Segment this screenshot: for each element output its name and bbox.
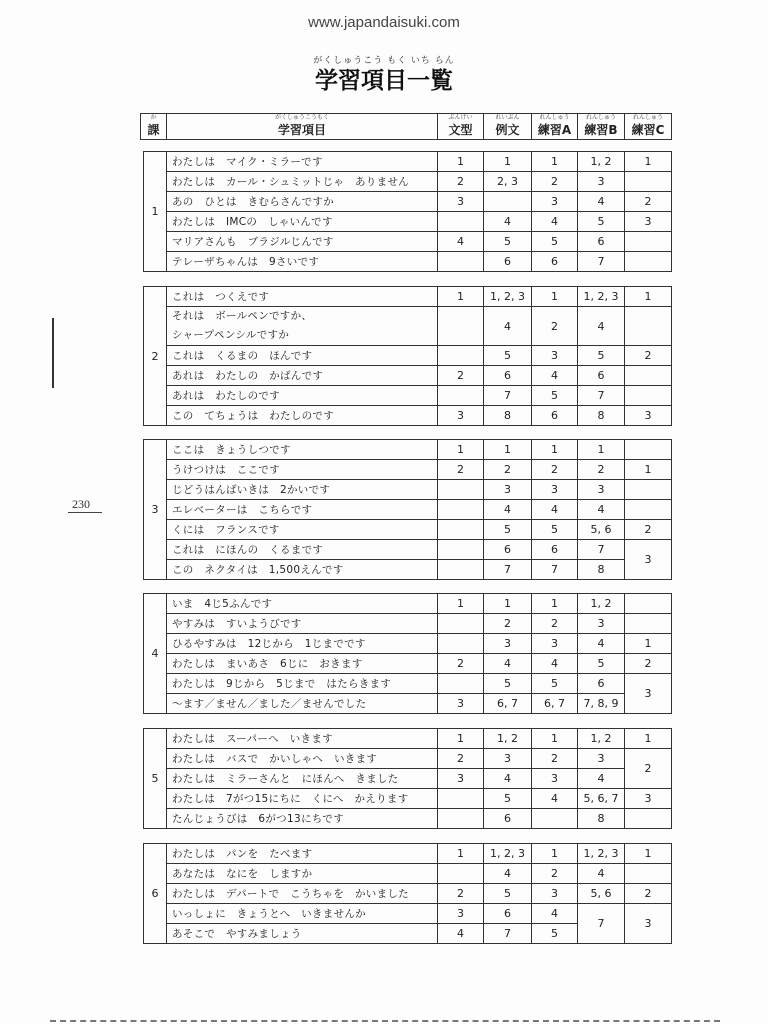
lesson-table-5 [143, 728, 672, 829]
example-cell: 7 [484, 924, 532, 944]
margin-mark [52, 318, 54, 388]
table-row [144, 520, 672, 540]
table-row [144, 460, 672, 480]
ex-a-cell: 4 [532, 212, 578, 232]
ex-c-cell: 3 [625, 212, 672, 232]
ex-b-cell: 7 [578, 540, 625, 560]
pattern-cell: 1 [438, 440, 484, 460]
ex-a-cell: 5 [532, 386, 578, 406]
header-ex-a: れんしゅう 練習A [532, 114, 578, 140]
header-lesson: か 課 [141, 114, 167, 140]
pattern-cell: 2 [438, 749, 484, 769]
ex-a-cell: 2 [532, 460, 578, 480]
example-cell: 2, 3 [484, 172, 532, 192]
example-cell: 5 [484, 346, 532, 366]
example-cell: 1 [484, 440, 532, 460]
table-row [144, 540, 672, 560]
page-number-rule [68, 512, 102, 513]
pattern-cell: 3 [438, 192, 484, 212]
example-cell: 3 [484, 480, 532, 500]
pattern-cell [438, 674, 484, 694]
learning-item: わたしは デパートで こうちゃを かいました [167, 884, 438, 904]
ex-c-cell: 2 [625, 346, 672, 366]
table-row [144, 440, 672, 460]
example-cell: 6 [484, 904, 532, 924]
pattern-cell [438, 560, 484, 580]
ex-a-cell: 4 [532, 904, 578, 924]
learning-item: テレーザちゃんは 9さいです [167, 252, 438, 272]
ex-c-cell: 1 [625, 729, 672, 749]
table-row [144, 500, 672, 520]
ex-a-cell: 4 [532, 654, 578, 674]
table-row [144, 366, 672, 386]
learning-item: これは つくえです [167, 287, 438, 307]
ex-a-cell: 3 [532, 346, 578, 366]
table-row [144, 252, 672, 272]
learning-item: 〜ます／ません／ました／ませんでした [167, 694, 438, 714]
ex-b-cell: 7 [578, 904, 625, 944]
ex-c-cell [625, 366, 672, 386]
ex-a-cell: 2 [532, 614, 578, 634]
ex-b-cell: 4 [578, 864, 625, 884]
table-row [144, 614, 672, 634]
lesson-table-6 [143, 843, 672, 944]
ex-a-cell: 5 [532, 520, 578, 540]
ex-c-cell: 3 [625, 406, 672, 426]
lesson-table-2 [143, 286, 672, 426]
table-row [144, 789, 672, 809]
header-example: れいぶん 例文 [484, 114, 532, 140]
learning-item: わたしは カール・シュミットじゃ ありません [167, 172, 438, 192]
ex-b-cell: 4 [578, 769, 625, 789]
pattern-cell: 2 [438, 366, 484, 386]
ex-c-cell: 1 [625, 152, 672, 172]
ex-b-cell: 7 [578, 252, 625, 272]
ex-c-cell [625, 307, 672, 346]
example-cell: 4 [484, 500, 532, 520]
example-cell: 5 [484, 232, 532, 252]
pattern-cell: 2 [438, 172, 484, 192]
ex-c-cell: 2 [625, 520, 672, 540]
ex-a-cell: 3 [532, 769, 578, 789]
ex-c-cell: 3 [625, 904, 672, 944]
learning-item: それは ボールペンですか、 シャープペンシルですか [167, 307, 438, 346]
ex-b-cell: 5 [578, 346, 625, 366]
ex-a-cell: 2 [532, 307, 578, 346]
table-row [144, 654, 672, 674]
ex-c-cell: 2 [625, 884, 672, 904]
pattern-cell: 1 [438, 152, 484, 172]
ex-a-cell: 3 [532, 480, 578, 500]
ex-c-cell: 1 [625, 460, 672, 480]
ex-c-cell: 2 [625, 749, 672, 789]
ex-a-cell: 3 [532, 884, 578, 904]
ex-c-cell [625, 386, 672, 406]
ex-b-cell: 2 [578, 460, 625, 480]
ex-c-cell [625, 500, 672, 520]
example-cell: 6 [484, 366, 532, 386]
ex-b-cell: 4 [578, 192, 625, 212]
bottom-rule [50, 1020, 720, 1022]
pattern-cell [438, 540, 484, 560]
example-cell: 1 [484, 152, 532, 172]
example-cell: 2 [484, 614, 532, 634]
lesson-number: 5 [144, 729, 167, 829]
learning-item: わたしは バスで かいしゃへ いきます [167, 749, 438, 769]
learning-item: ひるやすみは 12じから 1じまでです [167, 634, 438, 654]
pattern-cell: 3 [438, 904, 484, 924]
ex-c-cell: 3 [625, 540, 672, 580]
ex-a-cell: 1 [532, 152, 578, 172]
header-ex-c: れんしゅう 練習C [625, 114, 672, 140]
page-heading [0, 56, 768, 95]
learning-item: わたしは マイク・ミラーです [167, 152, 438, 172]
table-row [144, 769, 672, 789]
lesson-number: 6 [144, 844, 167, 944]
ex-a-cell: 5 [532, 232, 578, 252]
ex-a-cell: 1 [532, 287, 578, 307]
ex-a-cell: 2 [532, 172, 578, 192]
ex-a-cell: 2 [532, 864, 578, 884]
learning-item: あれは わたしのです [167, 386, 438, 406]
pattern-cell: 1 [438, 729, 484, 749]
pattern-cell: 4 [438, 232, 484, 252]
ex-c-cell: 3 [625, 674, 672, 714]
ex-b-cell: 4 [578, 634, 625, 654]
pattern-cell: 4 [438, 924, 484, 944]
ex-c-cell [625, 594, 672, 614]
learning-item: いっしょに きょうとへ いきませんか [167, 904, 438, 924]
ex-c-cell [625, 864, 672, 884]
ex-b-cell: 6 [578, 674, 625, 694]
table-row [144, 287, 672, 307]
learning-item: いま 4じ5ふんです [167, 594, 438, 614]
learning-item: エレベーターは こちらです [167, 500, 438, 520]
ex-a-cell: 1 [532, 844, 578, 864]
pattern-cell: 3 [438, 769, 484, 789]
learning-item: ここは きょうしつです [167, 440, 438, 460]
ex-a-cell: 1 [532, 729, 578, 749]
ex-c-cell: 3 [625, 789, 672, 809]
ex-a-cell: 5 [532, 674, 578, 694]
pattern-cell: 3 [438, 406, 484, 426]
ex-a-cell: 4 [532, 789, 578, 809]
example-cell: 1, 2, 3 [484, 287, 532, 307]
ex-c-cell [625, 809, 672, 829]
ex-b-cell: 6 [578, 232, 625, 252]
pattern-cell [438, 809, 484, 829]
ex-a-cell: 4 [532, 500, 578, 520]
table-row [144, 346, 672, 366]
example-cell: 6 [484, 252, 532, 272]
ex-a-cell: 1 [532, 440, 578, 460]
example-cell: 4 [484, 212, 532, 232]
ex-b-cell: 3 [578, 614, 625, 634]
ex-c-cell: 1 [625, 844, 672, 864]
ex-a-cell: 3 [532, 192, 578, 212]
table-row [144, 634, 672, 654]
table-row [144, 560, 672, 580]
ex-c-cell [625, 232, 672, 252]
ex-b-cell: 5 [578, 654, 625, 674]
ex-b-cell: 8 [578, 809, 625, 829]
example-cell: 7 [484, 386, 532, 406]
pattern-cell [438, 864, 484, 884]
ex-a-cell: 4 [532, 366, 578, 386]
pattern-cell [438, 307, 484, 346]
learning-item: くには フランスです [167, 520, 438, 540]
learning-item: あなたは なにを しますか [167, 864, 438, 884]
table-row [144, 192, 672, 212]
pattern-cell: 2 [438, 460, 484, 480]
table-row [144, 386, 672, 406]
lesson-number: 2 [144, 287, 167, 426]
table-row [144, 729, 672, 749]
ex-b-cell: 3 [578, 480, 625, 500]
learning-item: これは くるまの ほんです [167, 346, 438, 366]
header-ex-b: れんしゅう 練習B [578, 114, 625, 140]
table-row [144, 480, 672, 500]
learning-item: わたしは IMCの しゃいんです [167, 212, 438, 232]
ex-c-cell [625, 480, 672, 500]
lesson-table-4 [143, 593, 672, 714]
page-number: 230 [72, 497, 90, 511]
pattern-cell [438, 789, 484, 809]
example-cell: 4 [484, 307, 532, 346]
pattern-cell [438, 634, 484, 654]
ex-b-cell: 8 [578, 406, 625, 426]
ex-c-cell [625, 440, 672, 460]
pattern-cell: 1 [438, 594, 484, 614]
table-row [144, 406, 672, 426]
lesson-number: 1 [144, 152, 167, 272]
ex-b-cell: 5 [578, 212, 625, 232]
ex-b-cell: 6 [578, 366, 625, 386]
ex-b-cell: 4 [578, 500, 625, 520]
table-row [144, 307, 672, 346]
title-ruby: がくしゅうこう もく いち らん [313, 56, 455, 66]
example-cell: 5 [484, 674, 532, 694]
learning-item: この てちょうは わたしのです [167, 406, 438, 426]
page-title: 学習項目一覧 [315, 68, 453, 94]
ex-a-cell: 5 [532, 924, 578, 944]
table-row [144, 694, 672, 714]
table-row [144, 674, 672, 694]
pattern-cell: 1 [438, 844, 484, 864]
lesson-table-1 [143, 151, 672, 272]
example-cell: 1 [484, 594, 532, 614]
learning-item: わたしは 7がつ15にちに くにへ かえります [167, 789, 438, 809]
table-row [144, 172, 672, 192]
example-cell: 6 [484, 540, 532, 560]
header-pattern: ぶんけい 文型 [438, 114, 484, 140]
learning-item: わたしは ミラーさんと にほんへ きました [167, 769, 438, 789]
ex-b-cell: 1, 2 [578, 594, 625, 614]
table-row [144, 212, 672, 232]
learning-item: わたしは パンを たべます [167, 844, 438, 864]
learning-item: マリアさんも ブラジルじんです [167, 232, 438, 252]
example-cell: 6 [484, 809, 532, 829]
ex-a-cell: 2 [532, 749, 578, 769]
pattern-cell [438, 480, 484, 500]
learning-item: あそこで やすみましょう [167, 924, 438, 944]
example-cell: 1, 2, 3 [484, 844, 532, 864]
lesson-table-3 [143, 439, 672, 580]
ex-c-cell: 1 [625, 287, 672, 307]
pattern-cell [438, 386, 484, 406]
ex-a-cell: 6 [532, 252, 578, 272]
ex-a-cell: 7 [532, 560, 578, 580]
pattern-cell [438, 520, 484, 540]
ex-b-cell: 7 [578, 386, 625, 406]
example-cell: 6, 7 [484, 694, 532, 714]
pattern-cell [438, 212, 484, 232]
lesson-number: 4 [144, 594, 167, 714]
ex-a-cell: 6 [532, 540, 578, 560]
ex-b-cell: 1, 2, 3 [578, 287, 625, 307]
ex-a-cell: 1 [532, 594, 578, 614]
learning-item: これは にほんの くるまです [167, 540, 438, 560]
ex-a-cell [532, 809, 578, 829]
example-cell: 5 [484, 789, 532, 809]
site-url: www.japandaisuki.com [308, 14, 460, 31]
header-item: がくしゅうこうもく 学習項目 [167, 114, 438, 140]
learning-item: あの ひとは きむらさんですか [167, 192, 438, 212]
learning-item: やすみは すいようびです [167, 614, 438, 634]
example-cell: 3 [484, 749, 532, 769]
table-row [144, 749, 672, 769]
example-cell: 2 [484, 460, 532, 480]
example-cell: 5 [484, 520, 532, 540]
pattern-cell [438, 346, 484, 366]
table-row [144, 809, 672, 829]
example-cell: 8 [484, 406, 532, 426]
ex-b-cell: 4 [578, 307, 625, 346]
ex-c-cell [625, 172, 672, 192]
learning-item: じどうはんばいきは 2かいです [167, 480, 438, 500]
pattern-cell: 2 [438, 654, 484, 674]
ex-c-cell [625, 614, 672, 634]
example-cell: 5 [484, 884, 532, 904]
learning-item: わたしは まいあさ 6じに おきます [167, 654, 438, 674]
learning-item: わたしは スーパーへ いきます [167, 729, 438, 749]
ex-b-cell: 5, 6, 7 [578, 789, 625, 809]
ex-b-cell: 1, 2, 3 [578, 844, 625, 864]
header-table [140, 113, 672, 140]
example-cell: 4 [484, 654, 532, 674]
table-row [144, 844, 672, 864]
lesson-number: 3 [144, 440, 167, 580]
ex-b-cell: 3 [578, 749, 625, 769]
example-cell [484, 192, 532, 212]
ex-b-cell: 7, 8, 9 [578, 694, 625, 714]
pattern-cell [438, 252, 484, 272]
example-cell: 7 [484, 560, 532, 580]
ex-b-cell: 5, 6 [578, 520, 625, 540]
table-row [144, 884, 672, 904]
pattern-cell: 2 [438, 884, 484, 904]
learning-item: あれは わたしの かばんです [167, 366, 438, 386]
example-cell: 4 [484, 769, 532, 789]
example-cell: 4 [484, 864, 532, 884]
ex-a-cell: 3 [532, 634, 578, 654]
ex-b-cell: 8 [578, 560, 625, 580]
ex-c-cell [625, 252, 672, 272]
example-cell: 3 [484, 634, 532, 654]
table-row [144, 152, 672, 172]
ex-c-cell: 2 [625, 192, 672, 212]
pattern-cell: 3 [438, 694, 484, 714]
ex-b-cell: 1, 2 [578, 729, 625, 749]
pattern-cell [438, 614, 484, 634]
ex-b-cell: 3 [578, 172, 625, 192]
example-cell: 1, 2 [484, 729, 532, 749]
pattern-cell: 1 [438, 287, 484, 307]
table-row [144, 904, 672, 924]
ex-b-cell: 5, 6 [578, 884, 625, 904]
ex-a-cell: 6 [532, 406, 578, 426]
learning-item: この ネクタイは 1,500えんです [167, 560, 438, 580]
ex-c-cell: 2 [625, 654, 672, 674]
learning-item: わたしは 9じから 5じまで はたらきます [167, 674, 438, 694]
learning-item: たんじょうびは 6がつ13にちです [167, 809, 438, 829]
ex-a-cell: 6, 7 [532, 694, 578, 714]
pattern-cell [438, 500, 484, 520]
learning-item: うけつけは ここです [167, 460, 438, 480]
table-row [144, 864, 672, 884]
ex-b-cell: 1 [578, 440, 625, 460]
ex-c-cell: 1 [625, 634, 672, 654]
table-row [144, 594, 672, 614]
table-row [144, 232, 672, 252]
ex-b-cell: 1, 2 [578, 152, 625, 172]
